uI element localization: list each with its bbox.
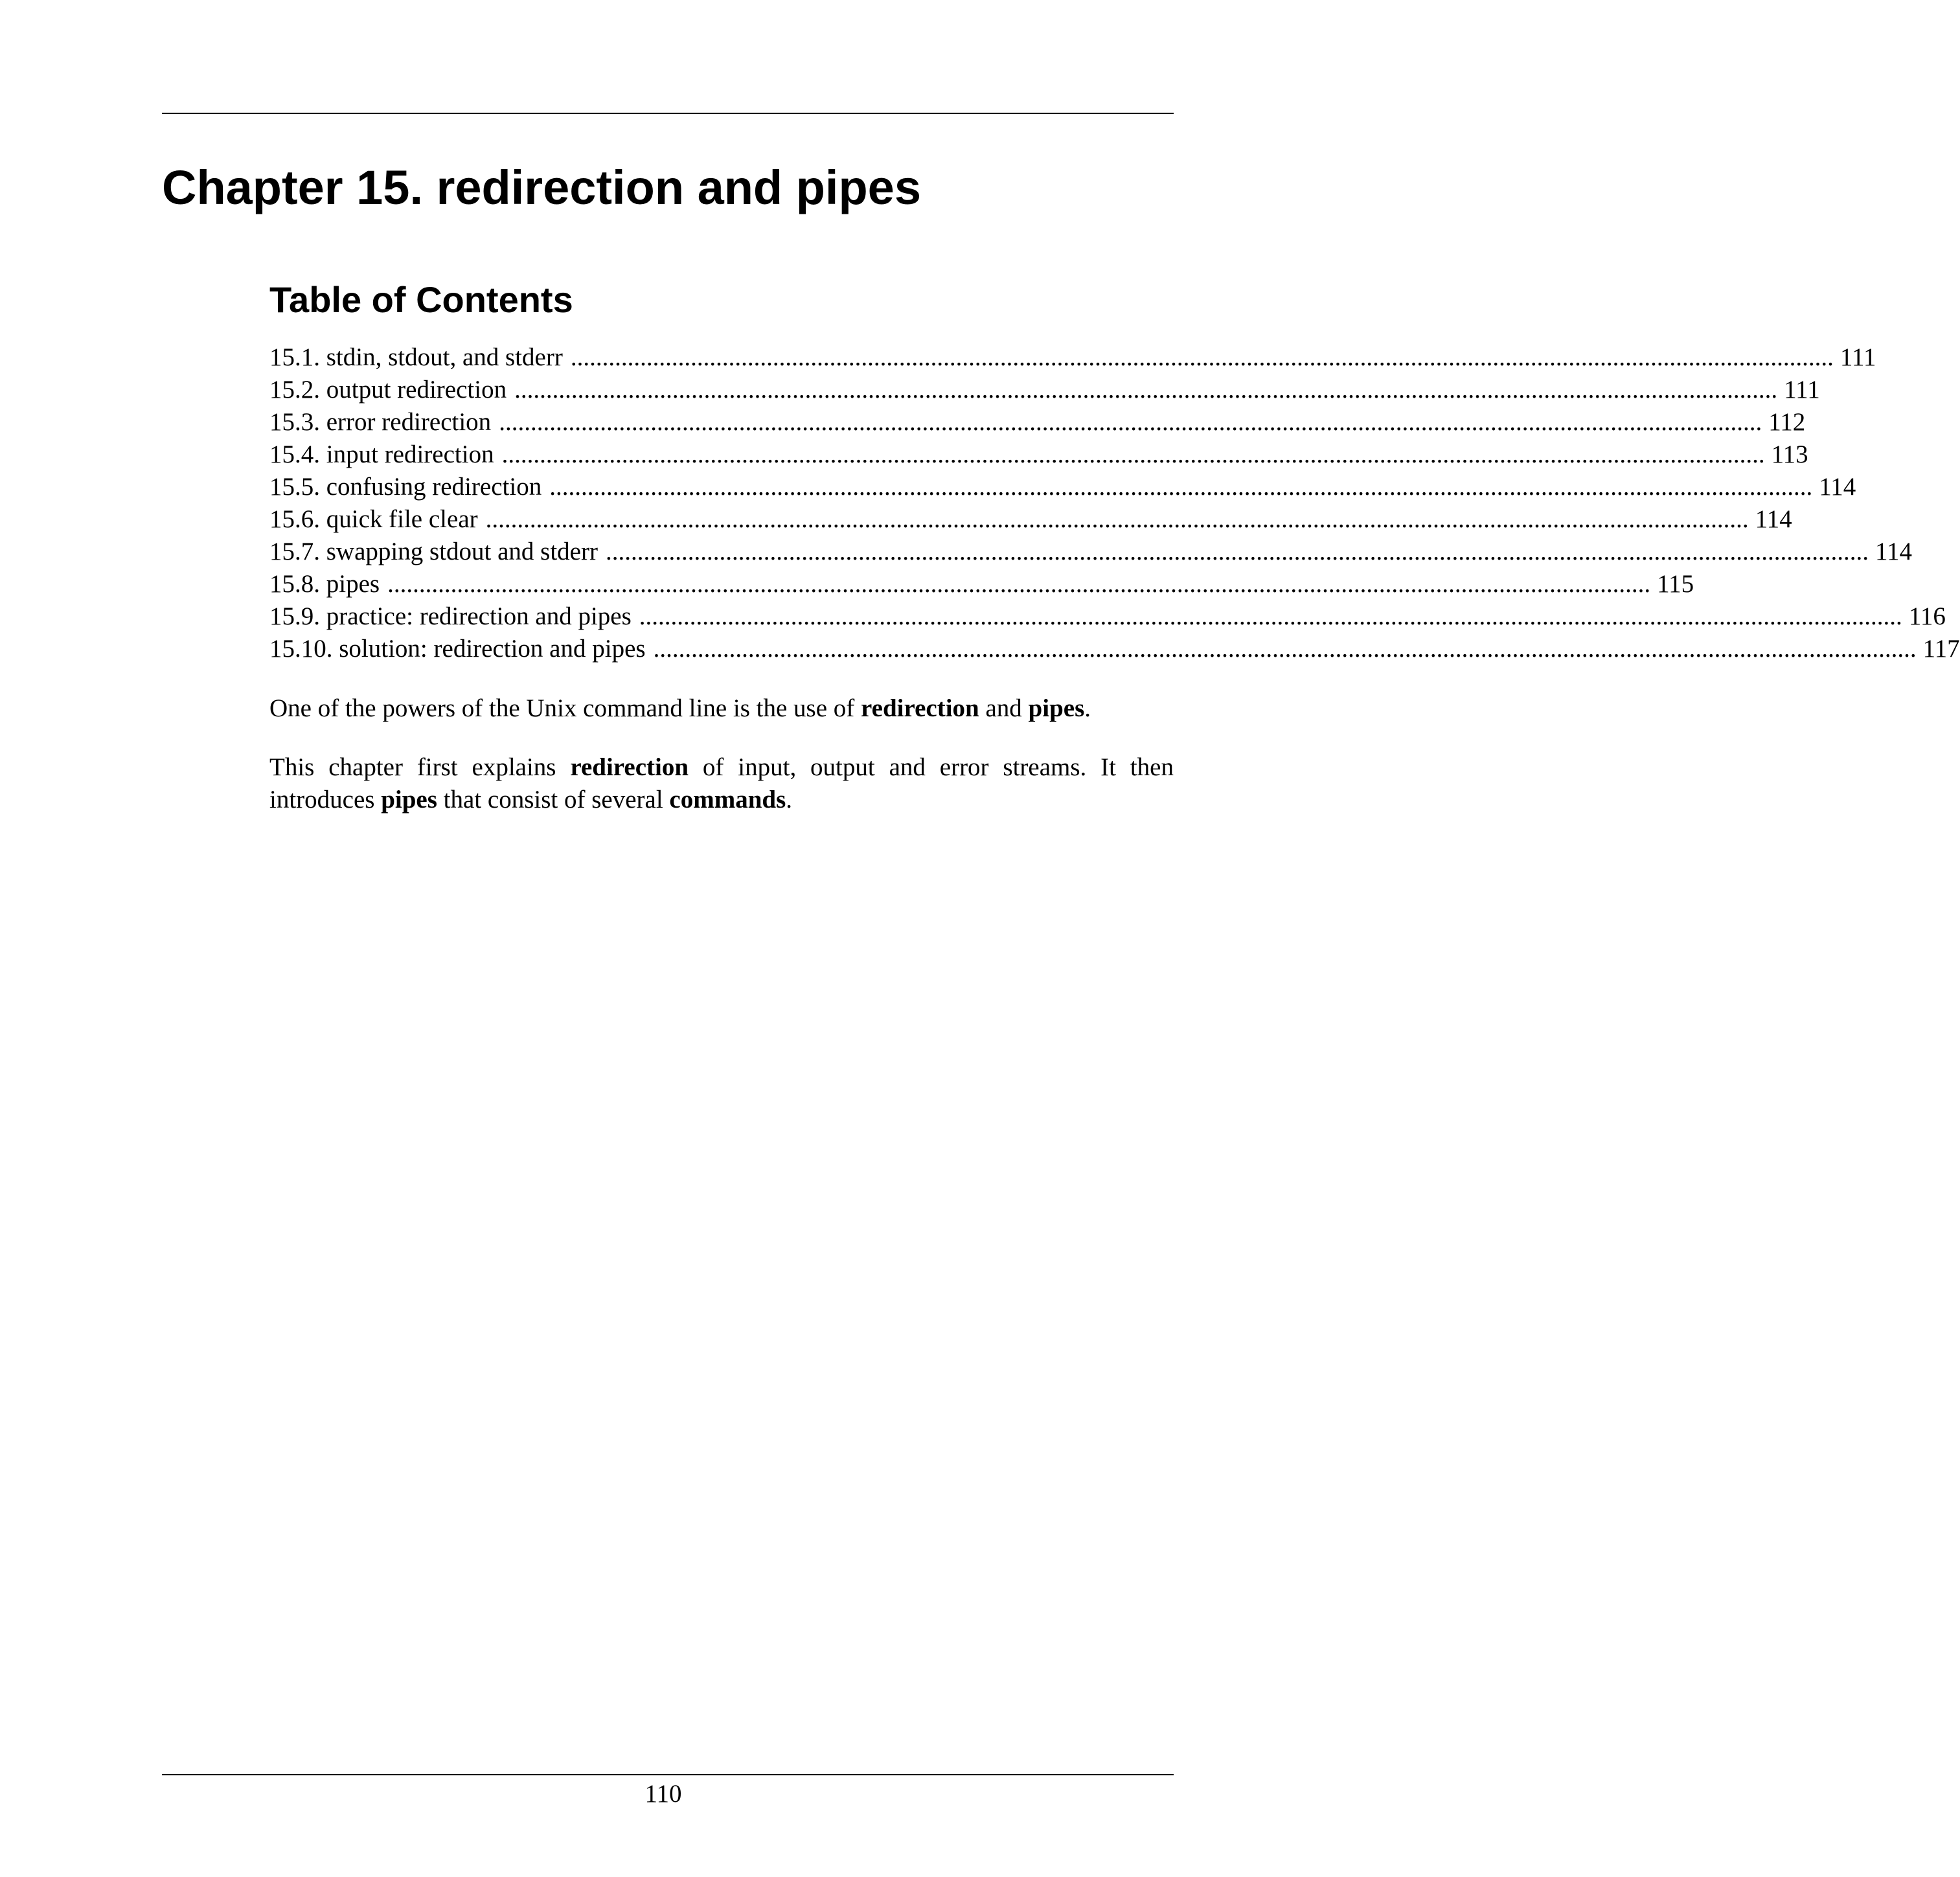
toc-entry-page: 114 — [1875, 538, 1913, 565]
toc-entry-page: 113 — [1771, 440, 1808, 468]
toc-entry-label: 15.3. error redirection — [269, 408, 492, 436]
overview-text: This chapter first explains — [269, 753, 571, 781]
toc-entry[interactable] — [269, 374, 1820, 406]
toc-entry-page: 114 — [1819, 473, 1856, 501]
toc-heading: Table of Contents — [269, 279, 573, 320]
page-number: 110 — [644, 1780, 682, 1808]
toc-entry-page: 111 — [1784, 376, 1820, 404]
toc-entry-label: 15.7. swapping stdout and stderr — [269, 538, 598, 565]
toc-entry-page: 117 — [1922, 635, 1960, 663]
toc-entry-label: 15.4. input redirection — [269, 440, 494, 468]
toc-entry-label: 15.9. practice: redirection and pipes — [269, 602, 632, 630]
overview-paragraph — [269, 751, 1174, 816]
intro-text: One of the powers of the Unix command line is the use of — [269, 694, 861, 722]
toc-dot-leader: ........................................................................................................................................................................................................ — [653, 635, 1917, 663]
toc-entry-label: 15.6. quick file clear — [269, 505, 478, 533]
toc-dot-leader: ........................................................................................................................................................................................................ — [605, 538, 1869, 565]
keyword-commands: commands — [669, 786, 786, 813]
footer-rule — [162, 1774, 1174, 1775]
overview-text: . — [786, 786, 792, 813]
toc-entry[interactable] — [269, 568, 1694, 600]
toc-entry-page: 112 — [1768, 408, 1806, 436]
toc-entry-label: 15.8. pipes — [269, 570, 380, 598]
toc-entry-label: 15.10. solution: redirection and pipes — [269, 635, 646, 663]
toc-dot-leader: ........................................................................................................................................................................................................ — [499, 408, 1762, 436]
table-of-contents — [269, 341, 1960, 665]
toc-entry[interactable] — [269, 600, 1946, 633]
keyword-pipes: pipes — [1028, 694, 1085, 722]
toc-entry-page: 115 — [1657, 570, 1694, 598]
toc-dot-leader: ........................................................................................................................................................................................................ — [570, 343, 1834, 371]
toc-dot-leader: ........................................................................................................................................................................................................ — [501, 440, 1765, 468]
chapter-title: Chapter 15. redirection and pipes — [162, 161, 921, 214]
toc-entry[interactable] — [269, 406, 1806, 438]
intro-paragraph — [269, 692, 1174, 725]
toc-entry[interactable] — [269, 471, 1856, 503]
toc-entry-page: 114 — [1755, 505, 1792, 533]
toc-dot-leader: ........................................................................................................................................................................................................ — [514, 376, 1778, 404]
toc-entry[interactable] — [269, 341, 1876, 374]
toc-dot-leader: ........................................................................................................................................................................................................ — [549, 473, 1813, 501]
toc-entry-label: 15.1. stdin, stdout, and stderr — [269, 343, 563, 371]
intro-text: and — [979, 694, 1029, 722]
toc-entry-label: 15.5. confusing redirection — [269, 473, 542, 501]
keyword-redirection: redirection — [861, 694, 979, 722]
toc-entry[interactable] — [269, 503, 1792, 536]
keyword-redirection: redirection — [570, 753, 689, 781]
toc-entry-page: 111 — [1840, 343, 1876, 371]
toc-entry[interactable] — [269, 438, 1808, 471]
toc-dot-leader: ........................................................................................................................................................................................................ — [387, 570, 1651, 598]
overview-text: of input, output and error streams. It then introduces — [269, 753, 1174, 813]
toc-entry[interactable] — [269, 536, 1913, 568]
toc-dot-leader: ........................................................................................................................................................................................................ — [485, 505, 1749, 533]
keyword-pipes: pipes — [381, 786, 437, 813]
toc-dot-leader: ........................................................................................................................................................................................................ — [639, 602, 1902, 630]
intro-text: . — [1084, 694, 1091, 722]
toc-entry-page: 116 — [1908, 602, 1946, 630]
toc-entry[interactable] — [269, 633, 1960, 665]
toc-entry-label: 15.2. output redirection — [269, 376, 507, 404]
header-rule — [162, 113, 1174, 114]
overview-text: that consist of several — [437, 786, 670, 813]
